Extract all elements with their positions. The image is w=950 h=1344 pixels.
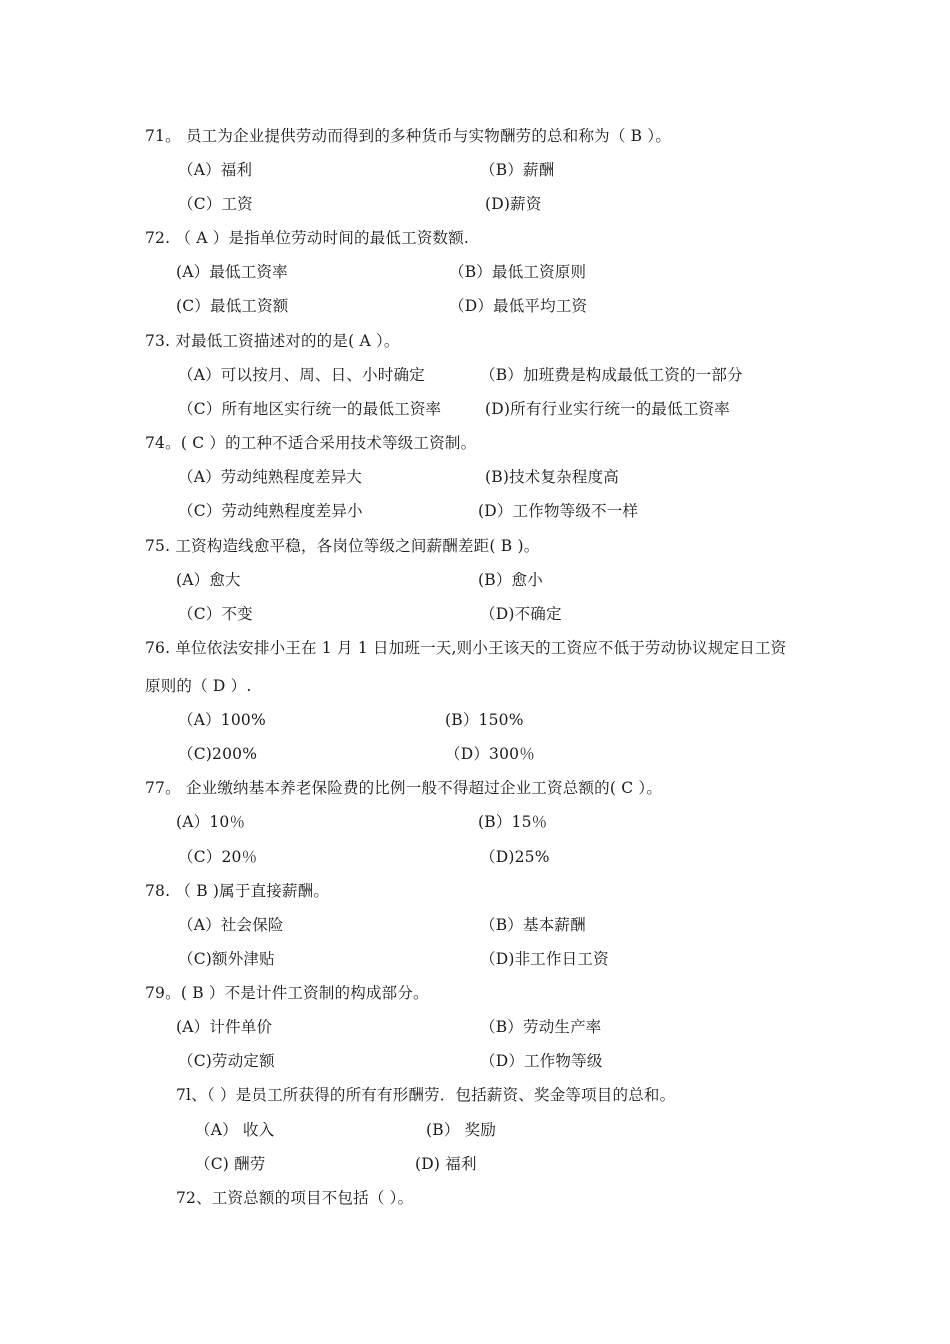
question-78-option-a: （A）社会保险 [178, 916, 284, 934]
question-79-option-a: (A）计件单价 [176, 1018, 273, 1036]
question-76-option-d: （D）300％ [445, 745, 535, 763]
question-76-option-c: （C)200% [178, 745, 258, 763]
question-73-option-b: （B）加班费是构成最低工资的一部分 [480, 366, 743, 384]
question-76-stem-continued: 原则的（ D ）. [145, 677, 252, 695]
question-7l-option-d: (D) 福利 [415, 1155, 477, 1173]
question-72-option-b: （B）最低工资原则 [449, 263, 587, 281]
question-73-stem: 73. 对最低工资描述对的的是( A ）。 [145, 332, 400, 350]
question-74-option-d: (D）工作物等级不一样 [478, 502, 639, 520]
question-79-option-d: （D）工作物等级 [480, 1052, 603, 1070]
question-72-option-c: (C）最低工资额 [176, 297, 289, 315]
question-71-stem: 71。 员工为企业提供劳动而得到的多种货币与实物酬劳的总和称为（ B ）。 [145, 127, 672, 145]
question-76-option-a: （A）100% [178, 711, 266, 729]
question-76-stem: 76. 单位依法安排小王在 1 月 1 日加班一天,则小王该天的工资应不低于劳动协议规定日工资 [145, 639, 787, 657]
question-77-stem: 77。 企业缴纳基本养老保险费的比例一般不得超过企业工资总额的( C ）。 [145, 779, 663, 797]
question-77-option-d: （D)25% [480, 848, 550, 866]
question-73-option-a: （A）可以按月、周、日、小时确定 [178, 366, 425, 384]
question-75-option-c: （C）不变 [178, 605, 253, 623]
question-73-option-c: （C）所有地区实行统一的最低工资率 [178, 400, 442, 418]
question-71-option-b: （B）薪酬 [480, 161, 555, 179]
question-78-option-b: （B）基本薪酬 [480, 916, 586, 934]
question-75-option-d: （D)不确定 [480, 605, 562, 623]
question-78-stem: 78. （ B )属于直接薪酬。 [145, 882, 330, 900]
question-75-option-a: (A）愈大 [176, 571, 241, 589]
question-72-option-a: (A）最低工资率 [176, 263, 288, 281]
question-7l-option-b: (B） 奖励 [426, 1121, 497, 1139]
question-72b-stem: 72、工资总额的项目不包括（ ）。 [176, 1189, 414, 1207]
question-75-option-b: (B）愈小 [478, 571, 543, 589]
question-74-stem: 74。( C ）的工种不适合采用技术等级工资制。 [145, 434, 477, 452]
question-75-stem: 75. 工资构造线愈平稳，各岗位等级之间薪酬差距( B )。 [145, 537, 540, 555]
question-77-option-b: (B）15％ [478, 813, 548, 831]
question-73-option-d: (D)所有行业实行统一的最低工资率 [485, 400, 730, 418]
question-76-option-b: (B）150% [445, 711, 524, 729]
question-7l-option-c: （C) 酬劳 [195, 1155, 266, 1173]
question-71-option-d: (D)薪资 [485, 195, 542, 213]
question-7l-stem: 7l、（ ）是员工所获得的所有有形酬劳．包括薪资、奖金等项目的总和。 [176, 1086, 676, 1104]
question-74-option-c: （C）劳动纯熟程度差异小 [178, 502, 363, 520]
question-72-stem: 72. （ A ）是指单位劳动时间的最低工资数额. [145, 229, 470, 247]
question-77-option-a: (A）10％ [176, 813, 246, 831]
question-79-option-b: （B）劳动生产率 [480, 1018, 602, 1036]
question-78-option-d: （D)非工作日工资 [480, 950, 609, 968]
question-74-option-a: （A）劳动纯熟程度差异大 [178, 468, 363, 486]
question-74-option-b: (B)技术复杂程度高 [485, 468, 619, 486]
question-79-stem: 79。( B ）不是计件工资制的构成部分。 [145, 984, 429, 1002]
question-71-option-c: （C）工资 [178, 195, 253, 213]
question-7l-option-a: （A） 收入 [195, 1121, 275, 1139]
question-71-option-a: （A）福利 [178, 161, 253, 179]
question-77-option-c: （C）20％ [178, 848, 258, 866]
question-78-option-c: （C)额外津贴 [178, 950, 275, 968]
question-72-option-d: （D）最低平均工资 [449, 297, 588, 315]
question-79-option-c: （C)劳动定额 [178, 1052, 275, 1070]
